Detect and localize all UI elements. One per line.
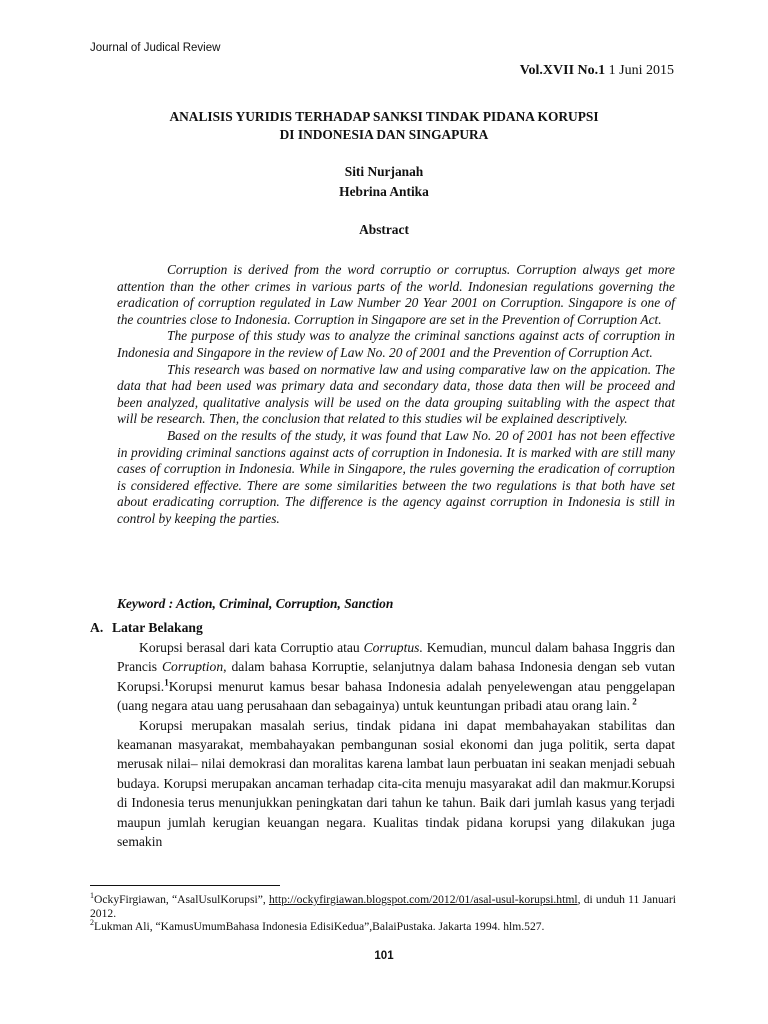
text-run: Korupsi berasal dari kata Corruptio atau xyxy=(139,640,364,655)
abstract-paragraph-4: Based on the results of the study, it was found that Law No. 20 of 2001 has not been effective in providing criminal sanctions against acts of corruption in Indonesia. It is marked with are still many cases of corruption in Indonesia. While in Singapore, the rules governing the eradication of corruption is considered effective. There are some similarities between the two regulations is that both have set about eradicating corruption. The difference is the agency against corruption in Indonesia is still in control by keeping the parties. xyxy=(117,427,675,526)
italic-term: Corruption xyxy=(161,659,224,675)
abstract-heading: Abstract xyxy=(359,222,409,237)
footnote-text: OckyFirgiawan, “AsalUsulKorupsi”, xyxy=(94,893,269,906)
footnote-1 xyxy=(90,893,676,920)
footnote-text: , di unduh 11 Januari 2012. xyxy=(90,893,677,920)
volume-number: Vol.XVII No.1 xyxy=(519,63,606,78)
keywords: Keyword : Action, Criminal, Corruption, Sanction xyxy=(117,596,394,611)
footnote-mark: 2 xyxy=(90,918,94,928)
abstract-paragraph-2: The purpose of this study was to analyze the criminal sanctions against acts of corruption in Indonesia and Singapore in the review of Law No. 20 of 2001 and the Prevention of Corruption Act. xyxy=(117,328,675,360)
title-line-1: ANALISIS YURIDIS TERHADAP SANKSI TINDAK PIDANA KORUPSI xyxy=(169,109,599,124)
footnote-link[interactable]: http://ockyfirgiawan.blogspot.com/2012/01/asal-usul-korupsi.html xyxy=(268,893,578,906)
text-run: Korupsi menurut kamus besar bahasa Indonesia adalah penyelewengan atau penggelapan (uang negara atau uang perusahaan dan sebagainya) untuk keuntungan pribadi atau orang lain. xyxy=(117,678,675,714)
section-heading xyxy=(90,620,203,636)
footnote-ref-2[interactable]: 2 xyxy=(629,696,637,707)
abstract-body xyxy=(117,262,675,528)
title-line-2: DI INDONESIA DAN SINGAPURA xyxy=(279,127,489,142)
abstract-paragraph-1: Corruption is derived from the word corruptio or corruptus. Corruption always get more attention than the other crimes in various parts of the world. Indonesian regulations governing the eradication of corruption regulated in Law Number 20 Year 2001 on Corruption. Singapore is one of the countries close to Indonesia. Corruption in Singapore are set in the Prevention of Corruption Act. xyxy=(117,262,675,327)
author-1: Siti Nurjanah xyxy=(344,164,424,179)
page-number: 101 xyxy=(374,950,394,962)
footnote-mark: 1 xyxy=(90,891,94,901)
text-run: Kemudian, muncul dalam bahasa Inggris dan Prancis xyxy=(117,640,675,675)
footnote-ref-1[interactable]: 1 xyxy=(164,677,169,688)
section-body xyxy=(117,638,675,851)
volume-info xyxy=(520,63,674,79)
body-paragraph-2: Korupsi merupakan masalah serius, tindak pidana ini dapat membahayakan stabilitas dan keamanan masyarakat, membahayakan pembangunan sosial ekonomi dan juga politik, serta dapat merusak nilai– nilai demokrasi dan moralitas karena lambat laun perbuatan ini seakan menjadi sebuah budaya. Korupsi merupakan ancaman terhadap cita-cita menuju masyarakat adil dan makmur.Korupsi di Indonesia terus menunjukkan peningkatan dari tahun ke tahun. Baik dari jumlah kasus yang terjadi maupun jumlah kerugian keuangan negara. Kualitas tindak pidana korupsi yang dilakukan juga semakin xyxy=(117,717,675,850)
text-run: , dalam bahasa Korruptie, selanjutnya dalam bahasa Indonesia dengan seb vutan Korupsi. xyxy=(117,659,675,694)
paper-title xyxy=(90,108,678,144)
section-number: A. xyxy=(90,620,104,635)
italic-term: Corruptus. xyxy=(363,640,423,655)
issue-date: 1 Juni 2015 xyxy=(608,63,674,78)
footnote-divider xyxy=(90,885,280,886)
abstract-paragraph-3: This research was based on normative law and using comparative law on the appication. The data that had been used was primary data and secondary data, those data then will be proceed and been analyzed, qualitative analysis will be used on the data grouping suitabling with the aspect that will be research. Then, the conclusion that related to this studies wil be explained descriptively. xyxy=(117,361,675,427)
journal-name: Journal of Judical Review xyxy=(90,42,221,54)
section-title: Latar Belakang xyxy=(112,620,203,635)
body-paragraph-1 xyxy=(117,638,675,716)
footnote-2 xyxy=(90,920,676,934)
author-2: Hebrina Antika xyxy=(339,184,429,199)
footnotes xyxy=(90,893,676,934)
footnote-text: Lukman Ali, “KamusUmumBahasa Indonesia EdisiKedua”,BalaiPustaka. Jakarta 1994. hlm.527. xyxy=(94,920,545,933)
